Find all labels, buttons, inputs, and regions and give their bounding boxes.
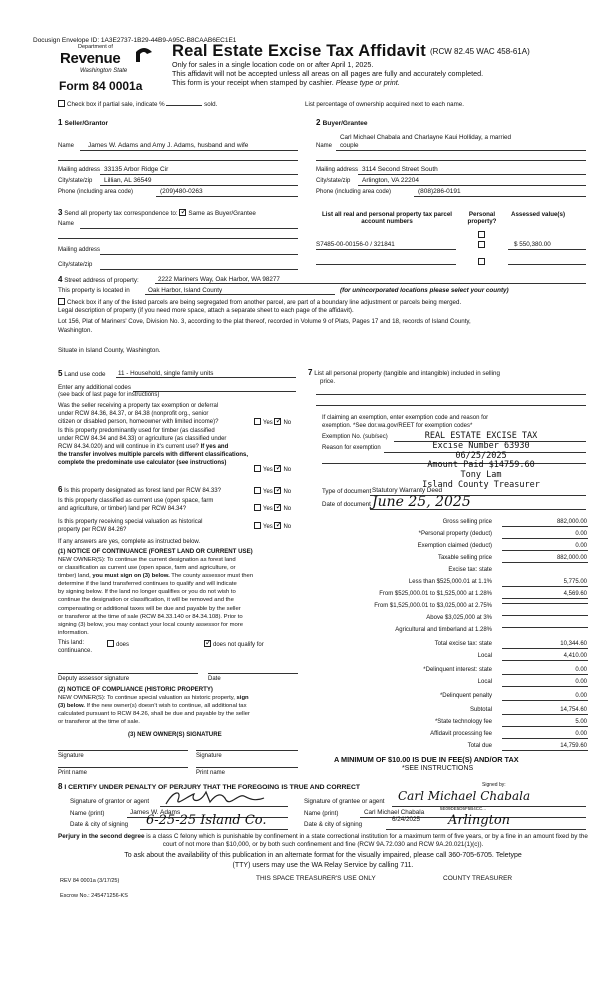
q-current-use: Is this property classified as current use (open space, farm and agriculture, or timber) land per RCW 84.34? — [58, 498, 214, 512]
doc-date-label: Date of document — [322, 501, 371, 508]
grantor-date-label: Date & city of signing — [70, 821, 129, 828]
tax-row-delinquent-penalty: *Delinquent penalty 0.00 — [439, 693, 587, 699]
q-exemption-answer: Yes ✓ No — [254, 418, 291, 427]
seller-mailing[interactable]: 33135 Arbor Ridge Cir — [104, 166, 169, 173]
current-use-no-checkbox[interactable] — [274, 504, 281, 511]
q-historic-answer: Yes ✓ No — [254, 522, 291, 531]
docusign-signed-by: Signed by: — [482, 782, 506, 788]
logo-name: Revenue — [60, 50, 121, 67]
doc-date-value[interactable]: June 25, 2025 — [372, 494, 471, 510]
seller-mailing-label: Mailing address — [58, 167, 101, 173]
grantee-signature[interactable]: Carl Michael Chabala — [398, 789, 531, 803]
buyer-name-line-1[interactable]: Carl Michael Chabala and Charlayne Kaui Holliday, a married — [340, 134, 512, 141]
q-forest-answer: Yes ✓ No — [254, 487, 291, 496]
section-8-certify: 8 I CERTIFY UNDER PENALTY OF PERJURY THAT THE FOREGOING IS TRUE AND CORRECT — [58, 782, 361, 791]
buyer-city-label: City/state/zip — [316, 178, 351, 184]
section-5-land-use: 5 Land use code — [58, 369, 106, 378]
buyer-name-label: Name — [316, 143, 333, 149]
historic-no-checkbox[interactable] — [274, 522, 281, 529]
tax-row-bracket-4: Above $3,025,000 at 3% — [318, 614, 588, 625]
grantee-date-label: Date & city of signing — [304, 821, 363, 828]
grantee-signature-label: Signature of grantee or agent — [304, 798, 385, 805]
buyer-phone[interactable]: (808)286-0191 — [418, 188, 461, 195]
tax-row-total-state: Total excise tax: state 10,344.60 — [434, 641, 587, 647]
does-not-checkbox[interactable] — [204, 640, 211, 647]
grantor-name-label: Name (print) — [70, 810, 105, 817]
q-timber: Is this property predominantly used for timber (as classified under RCW 84.34 and 84.33) or agriculture (as classified under RCW 84.34.020) and will continue in it's current use? If yes and the transfer involves multiple parcels with different classifications, complete the predominate use calculator (see instructions) — [58, 428, 249, 466]
section-3-correspondence: 3 Send all property tax correspondence to: ✓ Same as Buyer/Grantee — [58, 208, 256, 217]
corr-name-label: Name — [58, 221, 75, 227]
grantee-city[interactable]: Arlington — [448, 813, 511, 828]
treasurer-use-only: THIS SPACE TREASURER'S USE ONLY — [256, 875, 376, 882]
continuance-label: continuance. — [58, 648, 93, 654]
does-not-option: ✓ does not qualify for — [204, 640, 264, 649]
tax-row-bracket-1: Less than $525,000.01 at 1.1% 5,775.00 — [408, 579, 587, 585]
partial-sale: Check box if partial sale, indicate % sold. — [58, 100, 217, 108]
personal-property-checkbox-1[interactable] — [478, 231, 485, 238]
notice-1-title: (1) NOTICE OF CONTINUANCE (FOREST LAND OR CURRENT USE) — [58, 548, 253, 555]
q-current-use-answer: Yes ✓ No — [254, 504, 291, 513]
envelope-id: Docusign Envelope ID: 1A3E2737-1B29-44B9-A95C-B8CAAB6EC1E1 — [33, 37, 237, 44]
q2-yes-checkbox[interactable] — [254, 465, 261, 472]
seller-name[interactable]: James W. Adams and Amy J. Adams, husband and wife — [88, 142, 249, 149]
personal-property-col-header: Personal property? — [467, 211, 497, 226]
tax-row-taxable: Taxable selling price 882,000.00 — [437, 555, 587, 561]
notice-2-title: (2) NOTICE OF COMPLIANCE (HISTORIC PROPERTY) — [58, 686, 213, 693]
tax-row-processing-fee: Affidavit processing fee 0.00 — [430, 731, 587, 737]
grantee-name[interactable]: Carl Michael Chabala — [364, 809, 425, 816]
notice-2-text: NEW OWNER(S): To continue special valuation as historic property, sign (3) below. If the new owner(s) doesn't wish to continue, all additional tax calculated pursuant to RCW 84.26, shall be due and payable by the seller or transferor at the time of sale. — [58, 695, 250, 726]
legal-description-3[interactable]: Situate in Island County, Washington. — [58, 347, 161, 354]
parcel-number[interactable]: S7485-00-00156-0 / 321841 — [316, 241, 395, 248]
forest-yes-checkbox[interactable] — [254, 487, 261, 494]
does-checkbox[interactable] — [107, 640, 114, 647]
deputy-signature-label: Deputy assessor signature — [58, 676, 130, 682]
legal-description-1[interactable]: Lot 156, Plat of Mariners' Cove, Division No. 3, according to the plat thereof, recorded in Volume 9 of Plats, Pages 17 and 18, records of Island County, — [58, 318, 471, 325]
grantor-name[interactable]: James W. Adams — [130, 809, 181, 816]
forest-no-checkbox[interactable] — [274, 487, 281, 494]
tax-row-subtotal: Subtotal 14,754.60 — [469, 707, 587, 713]
buyer-mailing-label: Mailing address — [316, 167, 359, 173]
q1-no-checkbox[interactable] — [274, 418, 281, 425]
deputy-date-label: Date — [208, 676, 221, 682]
buyer-city[interactable]: Arlington, VA 22204 — [362, 177, 419, 184]
tax-row-technology-fee: *State technology fee 5.00 — [434, 719, 587, 725]
seller-city-label: City/state/zip — [58, 178, 93, 184]
legal-description-label: Legal description of property (if you need more space, attach a separate sheet to each page of the affidavit). — [58, 307, 354, 314]
doc-type-value[interactable]: Statutory Warranty Deed — [372, 487, 443, 494]
buyer-name-line-2[interactable]: couple — [340, 142, 359, 149]
section-7-personal-property: 7 List all personal property (tangible and intangible) included in selling price. — [308, 368, 500, 385]
owner-signature-label-2: Signature — [196, 753, 222, 759]
form-number: Form 84 0001a — [59, 79, 143, 93]
tax-row-gross: Gross selling price 882,000.00 — [442, 519, 587, 525]
alt-format-line-2: (TTY) users may use the WA Relay Service by calling 711. — [232, 862, 414, 869]
parcel-col-header: List all real and personal property tax parcel account numbers — [322, 211, 452, 226]
perjury-notice: Perjury in the second degree is a class C felony which is punishable by confinement in a state correctional institution for a maximum term of five years, or by a fine in an amount fixed by the court of not more than $10,000, or by both such confinement and fine (RCW 9A.72.030 and RCW 9A.20.021(1)(c)). — [58, 833, 588, 849]
form-title: Real Estate Excise Tax Affidavit — [172, 42, 427, 60]
logo-mark-icon — [134, 46, 154, 67]
reason-label: Reason for exemption — [322, 445, 381, 451]
located-label: This property is located in — [58, 287, 130, 294]
grantor-signature-label: Signature of grantor or agent — [70, 798, 150, 805]
q-exemption-deferral: Was the seller receiving a property tax exemption or deferral under RCW 84.36, 84.37, or 84.38 (nonprofit org., senior citizen or disabled person, homeowner with limited income)? — [58, 403, 219, 425]
section-2-number: 2 Buyer/Grantee — [316, 118, 368, 127]
tax-row-personal: *Personal property (deduct) 0.00 — [418, 531, 587, 537]
tax-row-bracket-3: From $1,525,000.01 to $3,025,000 at 2.75% — [318, 602, 588, 613]
doc-type-label: Type of document — [322, 488, 372, 495]
tax-row-excise-header: Excise tax: state — [448, 567, 492, 573]
intro-line-1: Only for sales in a single location code on or after April 1, 2025. — [172, 60, 374, 69]
same-as-buyer-checkbox[interactable] — [179, 209, 186, 216]
section-4-street: 4 Street address of property: — [58, 275, 139, 284]
located-value[interactable]: Oak Harbor, Island County — [148, 287, 223, 294]
partial-sale-note: List percentage of ownership acquired next to each name. — [305, 101, 464, 108]
historic-yes-checkbox[interactable] — [254, 522, 261, 529]
intro-line-3: This form is your receipt when stamped by cashier. Please type or print. — [172, 78, 400, 87]
logo-state: Washington State — [80, 68, 128, 74]
docusign-id: 5E09DE5D5F5B4CC... — [440, 806, 487, 811]
buyer-phone-label: Phone (including area code) — [316, 189, 392, 195]
owner-print-name-label-2: Print name — [196, 770, 226, 776]
unincorporated-note: (for unincorporated locations please select your county) — [340, 287, 509, 294]
rev-number: REV 84 0001a (3/17/25) — [60, 878, 120, 884]
tax-row-agricultural: Agricultural and timberland at 1.28% — [318, 626, 588, 637]
tax-row-bracket-2: From $525,000.01 to $1,525,000 at 1.28% 4,569.60 — [379, 591, 587, 597]
additional-codes-note: (see back of last page for instructions) — [58, 392, 160, 398]
q-timber-answer: Yes ✓ No — [254, 465, 291, 474]
grantee-name-label: Name (print) — [304, 810, 339, 817]
seller-phone[interactable]: (209)480-0263 — [160, 188, 203, 195]
tax-row-exemption: Exemption claimed (deduct) 0.00 — [417, 543, 587, 549]
corr-mailing-label: Mailing address — [58, 247, 101, 253]
see-instructions: *SEE INSTRUCTIONS — [402, 765, 474, 772]
notice-3-title: (3) NEW OWNER(S) SIGNATURE — [128, 731, 222, 738]
assessed-value-col-header: Assessed value(s) — [511, 211, 565, 218]
seller-name-label: Name — [58, 143, 75, 149]
corr-city-label: City/state/zip — [58, 262, 93, 268]
escrow-number: Escrow No.: 245471256-KS — [60, 893, 128, 899]
property-address[interactable]: 2222 Mariners Way, Oak Harbor, WA 98277 — [158, 276, 280, 283]
minimum-fee-note: A MINIMUM OF $10.00 IS DUE IN FEE(S) AND/OR TAX — [334, 755, 519, 764]
segregated-row: Check box if any of the listed parcels are being segregated from another parcel, are part of a boundary line adjustment or parcels being merged. — [58, 298, 461, 306]
owner-signature-label-1: Signature — [58, 753, 84, 759]
county-treasurer: COUNTY TREASURER — [443, 875, 513, 882]
section-6-forest: 6 Is this property designated as forest land per RCW 84.33? — [58, 485, 221, 494]
grantee-date[interactable]: 6/24/2025 — [392, 816, 421, 823]
additional-codes-label: Enter any additional codes — [58, 384, 131, 391]
intro-line-2: This affidavit will not be accepted unless all areas on all pages are fully and accurately completed. — [172, 69, 484, 78]
owner-print-name-label-1: Print name — [58, 770, 88, 776]
this-land-label: This land: — [58, 640, 85, 646]
form-statute: (RCW 82.45 WAC 458-61A) — [430, 47, 530, 56]
tax-row-total-due: Total due 14,759.60 — [467, 743, 587, 749]
exemption-note: If claiming an exemption, enter exemption code and reason for exemption. *See dor.wa.gov/REET for exemption codes* — [322, 415, 489, 429]
assessed-value[interactable]: $ 550,380.00 — [514, 241, 551, 248]
personal-property-checkbox-3[interactable] — [478, 258, 487, 267]
seller-city[interactable]: Lillian, AL 36549 — [104, 177, 152, 184]
if-yes-note: If any answers are yes, complete as instructed below. — [58, 539, 201, 545]
does-option: does — [107, 640, 129, 649]
buyer-mailing[interactable]: 3114 Second Street South — [362, 166, 438, 173]
exemption-number-label: Exemption No. (sub/sec) — [322, 434, 388, 440]
notice-1-text: NEW OWNER(S): To continue the current designation as forest land or classification as current use (open space, farm and agriculture, or timber) land, you must sign on (3) below. The county assessor must then determine if the land transferred continues to qualify and will indicate by signing below. If the land no longer qualifies or you do not wish to continue the designation or classification, it will be removed and the compensating or additional taxes will be due and payable by the seller or transferor at the time of sale (RCW 84.33.140 or 84.34.108). Prior to signing (3) below, you may contact your local county assessor for more information. — [58, 557, 254, 636]
alt-format-line-1: To ask about the availability of this publication in an alternate format for the visually impaired, please call 360-705-6705. Teletype — [124, 852, 522, 859]
treasurer-stamp: REAL ESTATE EXCISE TAX Excise Number 63930 06/25/2025 Amount Paid $14759.60 Tony Lam Island County Treasurer — [422, 431, 540, 490]
seller-phone-label: Phone (including area code) — [58, 189, 134, 195]
tax-row-local: Local 4,410.00 — [477, 653, 587, 659]
legal-description-2[interactable]: Washington. — [58, 327, 93, 334]
section-1-number: 1 Seller/Grantor — [58, 118, 109, 127]
tax-row-delinquent-interest-local: Local 0.00 — [477, 679, 587, 685]
partial-sale-checkbox[interactable] — [58, 100, 65, 107]
q1-yes-checkbox[interactable] — [254, 418, 261, 425]
q2-no-checkbox[interactable] — [274, 465, 281, 472]
logo-dept: Department of — [78, 44, 113, 50]
grantor-date-city[interactable]: 6-25-25 Island Co. — [146, 813, 267, 828]
current-use-yes-checkbox[interactable] — [254, 504, 261, 511]
q-historic: Is this property receiving special valuation as historical property per RCW 84.26? — [58, 519, 203, 533]
personal-property-checkbox-2[interactable] — [478, 241, 487, 250]
tax-row-delinquent-interest-state: *Delinquent interest: state 0.00 — [423, 667, 587, 673]
land-use-code[interactable]: 11 - Household, single family units — [118, 370, 214, 377]
segregated-checkbox[interactable] — [58, 298, 65, 305]
